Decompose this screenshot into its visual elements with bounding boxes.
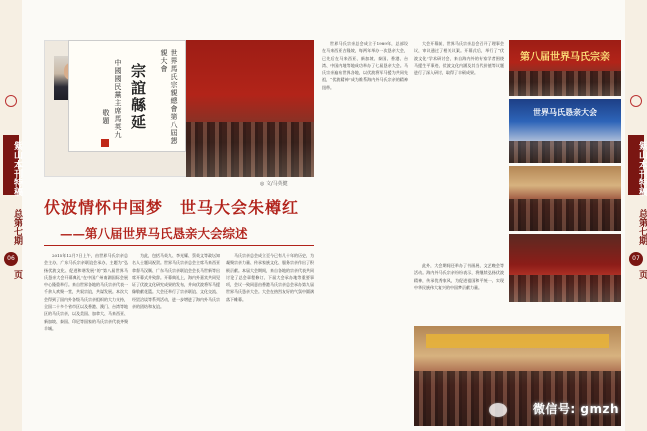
right-gutter — [625, 0, 647, 431]
banner-photo-text: 第八届世界马氏宗亲 — [520, 52, 610, 63]
paragraph: 2015年12月7日上午，由世界马氏宗亲总会主办，广东马氏宗亲联谊会承办，主题为“弘扬伏波文化、促进和谐发展”的“第八届世界马氏恳亲大会开幕典礼”在中国广州南湖国际会展中心隆重举行。来自世界各地的马氏宗亲代表一千余人欢聚一堂，共叙宗谊，共谋发展。本次大会得到了国内外各级马氏宗亲组织的大力支持，全国二十多个省市区以及香港、澳门、台湾等地区的马氏宗亲，以及美国、加拿大、马来西亚、新加坡、泰国、印尼等国家的马氏宗亲代表齐聚羊城。 — [44, 253, 128, 331]
paragraph: 大会开幕前，世界马氏宗亲总会召开了理事会议，审议通过了相关议案。开幕式后，举行了“伏波文化”学术研讨会，来自海内外的专家学者围绕马援生平事迹、伏波文化内涵及其当代价值等议题进行了深入研讨，取得了丰硕成果。 — [414, 41, 504, 76]
page-number: 07 — [629, 252, 643, 266]
calligraphy-sign: 敬題 — [102, 109, 110, 125]
issue-label: 总第七期 — [637, 209, 647, 245]
stage-photo — [509, 99, 621, 163]
body-column-5 — [414, 40, 504, 260]
page-suffix: 页 — [12, 269, 22, 279]
byline: ◎ 文/马英健 — [260, 181, 288, 187]
blue-photo-text: 世界马氏恳亲大会 — [533, 107, 597, 117]
headline: 伏波情怀中国梦 世马大会朱樽红 — [44, 198, 300, 217]
audience-photo — [186, 40, 314, 177]
calligraphy-inscription — [68, 40, 186, 152]
page-number: 06 — [4, 252, 18, 266]
ceremony-photo — [509, 234, 621, 302]
body-column-4 — [322, 40, 408, 427]
paragraph: 马氏宗亲总会成立至今已有几十年的历史，为凝聚宗亲力量、传承家族文化、服务宗亲作出了积极贡献。本届大会期间，来自各地的宗亲代表共同讨论了总会章程修订、下届大会承办地等重要事项，会议一致同意由香港马氏宗亲总会承办第九届世界马氏恳亲大会。大会在热烈友好的气氛中圆满落下帷幕。 — [226, 253, 314, 302]
page-suffix: 页 — [637, 269, 647, 279]
body-column-2 — [132, 252, 220, 427]
section-subtitle: 本刊特稿 — [12, 160, 22, 196]
paragraph: 世界马氏宗亲总会成立于1989年，总部设在马来西亚吉隆坡，每两年举办一次恳亲大会，已先后在马来西亚、新加坡、泰国、香港、台湾、中国内地等地成功举办了七届恳亲大会。马氏宗亲遍布世界各地，以伏波将军马援为共同先祖，“伏波精神”成为维系海内外马氏宗亲的精神纽带。 — [322, 41, 408, 90]
section-title: 紫山 — [637, 141, 647, 159]
paragraph: 此外，大会期间还举办了书画展、文艺晚会等活动。海内外马氏宗亲纷纷表示，将继续弘扬伏波精神，传承优秀家风，为促进祖国和平统一、实现中华民族伟大复兴的中国梦贡献力量。 — [414, 263, 504, 290]
wechat-icon — [489, 403, 507, 417]
banquet-photo — [509, 166, 621, 231]
body-column-3 — [226, 252, 314, 427]
headline-rule — [44, 245, 314, 246]
seal-stamp — [101, 139, 109, 147]
body-column-6 — [414, 262, 504, 322]
section-subtitle: 本刊特稿 — [637, 160, 647, 196]
ornament-icon — [630, 95, 642, 107]
calligraphy-left-column: 中國國民黨主席馬英九 — [114, 59, 122, 139]
issue-label: 总第七期 — [12, 209, 22, 245]
body-column-1 — [44, 252, 128, 427]
watermark: 微信号: gmzh — [532, 402, 619, 416]
paragraph: 为此，包括马英九、李光耀、蔡英文等政坛知名人士题词祝贺。世界马氏宗亲总会主席马来西亚拿督马汉顺、广东马氏宗亲联谊会会长马世新等出席开幕式并致辞。开幕典礼上，海内外嘉宾共同见证了伏波文化研究成果的发布，并向伏波将军马援像敬献花篮。大会还举行了宗亲联谊、文化交流、经贸洽谈等系列活动，进一步增进了海内外马氏宗亲的团结和友谊。 — [132, 253, 220, 310]
left-gutter — [0, 0, 22, 431]
section-title: 紫山 — [12, 141, 22, 159]
calligraphy-main: 宗誼緜延 — [129, 63, 147, 131]
calligraphy-right-column: 世界馬氏宗親總會第八屆懇親大會 — [160, 49, 178, 145]
subheadline: ——第八届世界马氏恳亲大会综述 — [60, 226, 248, 241]
banner-photo — [509, 40, 621, 96]
ornament-icon — [5, 95, 17, 107]
